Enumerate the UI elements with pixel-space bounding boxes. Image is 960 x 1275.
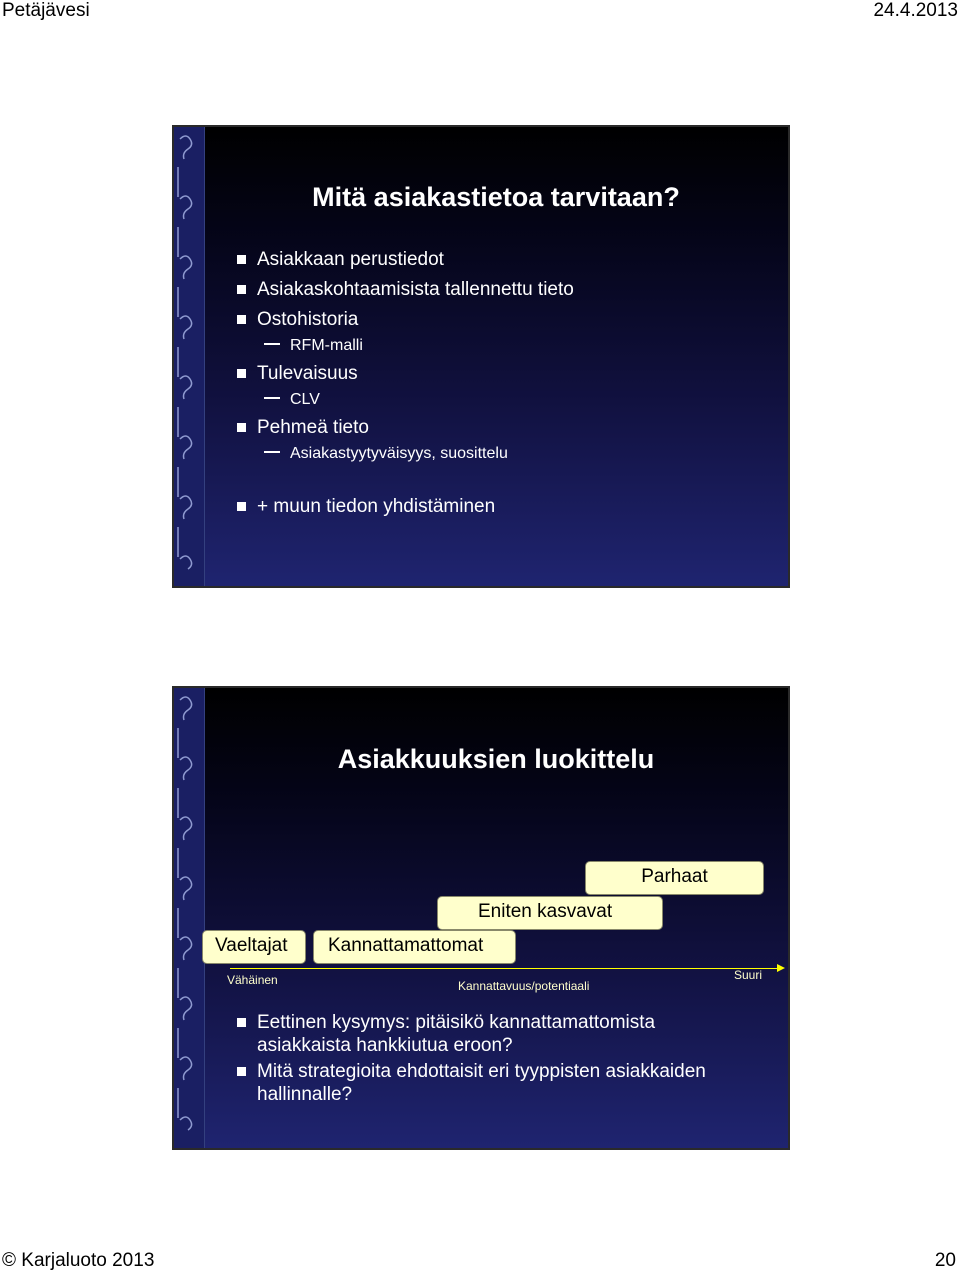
square-bullet-icon [237, 315, 246, 324]
bullet-item [237, 417, 369, 439]
header-location: Petäjävesi [2, 0, 90, 21]
bullet-label: + muun tiedon yhdistäminen [257, 496, 496, 517]
bullet-item [237, 363, 358, 385]
bullet-continuation: hallinnalle? [257, 1084, 353, 1105]
sub-bullet-item [264, 445, 508, 463]
square-bullet-icon [237, 423, 246, 432]
axis-high-label: Suuri [734, 968, 763, 982]
sub-bullet-item [264, 337, 363, 355]
bullet-label: Asiakaskohtaamisista tallennettu tieto [257, 279, 574, 300]
bullet-label: Asiakkaan perustiedot [257, 249, 444, 270]
bullet-item [237, 279, 574, 301]
decorative-strip [174, 688, 205, 1148]
decorative-strip [174, 127, 205, 586]
square-bullet-icon [237, 285, 246, 294]
square-bullet-icon [237, 1018, 246, 1027]
bullet-label: Eettinen kysymys: pitäisikö kannattamattomista [257, 1012, 656, 1033]
dash-bullet-icon [264, 451, 280, 453]
axis-label: Kannattavuus/potentiaali [458, 979, 590, 993]
bullet-item [237, 1061, 706, 1083]
dash-bullet-icon [264, 397, 280, 399]
bullet-item [237, 249, 444, 271]
segment-box-kannattamattomat: Kannattamattomat [313, 930, 516, 964]
swan-pattern-icon [174, 688, 204, 1148]
sub-bullet-label: Asiakastyytyväisyys, suosittelu [290, 445, 508, 462]
axis-arrow-icon [777, 964, 785, 972]
slide-1 [172, 125, 790, 588]
bullet-label: Ostohistoria [257, 309, 359, 330]
bullet-continuation: asiakkaista hankkiutua eroon? [257, 1035, 513, 1056]
swan-pattern-icon [174, 127, 204, 586]
square-bullet-icon [237, 502, 246, 511]
sub-bullet-item [264, 391, 320, 409]
dash-bullet-icon [264, 343, 280, 345]
slide-title: Mitä asiakastietoa tarvitaan? [312, 182, 680, 212]
segment-box-vaeltajat: Vaeltajat [202, 930, 306, 964]
bullet-item [237, 309, 358, 331]
bullet-label: Tulevaisuus [257, 363, 358, 384]
segment-box-parhaat: Parhaat [585, 861, 764, 895]
bullet-label: Pehmeä tieto [257, 417, 369, 438]
page-number: 20 [934, 1250, 956, 1271]
axis-low-label: Vähäinen [227, 973, 278, 987]
sub-bullet-label: CLV [290, 391, 320, 408]
header-date: 24.4.2013 [873, 0, 958, 21]
sub-bullet-label: RFM-malli [290, 337, 363, 354]
slide-title: Asiakkuuksien luokittelu [337, 744, 655, 774]
square-bullet-icon [237, 255, 246, 264]
segment-box-eniten-kasvavat: Eniten kasvavat [437, 896, 663, 930]
square-bullet-icon [237, 369, 246, 378]
bullet-label: Mitä strategioita ehdottaisit eri tyyppisten asiakkaiden [257, 1061, 706, 1082]
square-bullet-icon [237, 1067, 246, 1076]
bullet-item [237, 1012, 655, 1034]
axis-line [230, 968, 779, 969]
footer-copyright: © Karjaluoto 2013 [2, 1250, 155, 1271]
bullet-item [237, 496, 495, 518]
